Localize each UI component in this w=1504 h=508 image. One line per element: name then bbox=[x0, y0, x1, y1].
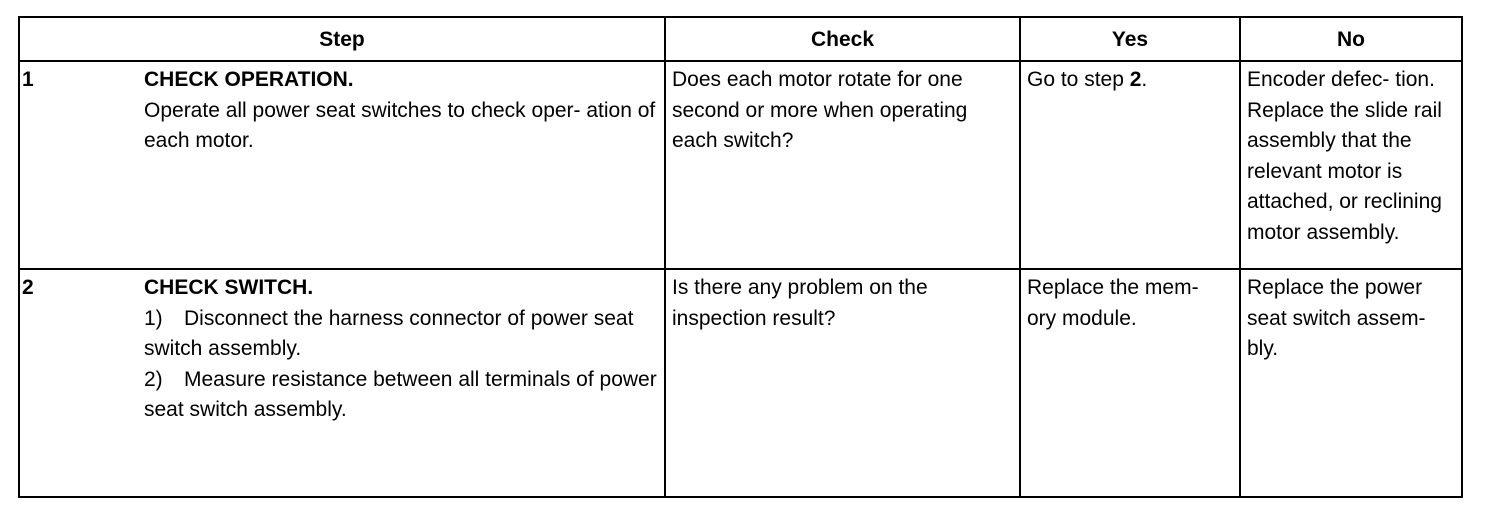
substep-number: 1) bbox=[144, 306, 163, 330]
substep-text: Measure resistance between all terminals of power seat switch assembly. bbox=[144, 367, 657, 422]
step-cell bbox=[19, 61, 665, 269]
substep-number: 2) bbox=[144, 367, 163, 391]
yes-cell bbox=[1020, 61, 1240, 269]
check-text: Is there any problem on the inspection result? bbox=[672, 276, 928, 330]
step-cell bbox=[19, 269, 665, 497]
header-step: Step bbox=[19, 17, 665, 61]
header-no: No bbox=[1240, 17, 1462, 61]
header-check: Check bbox=[665, 17, 1020, 61]
yes-text: Replace the mem- ory module. bbox=[1027, 276, 1199, 330]
no-cell bbox=[1240, 61, 1462, 269]
check-cell bbox=[665, 269, 1020, 497]
table-row bbox=[19, 61, 1462, 269]
no-text: Replace the power seat switch assem- bly. bbox=[1247, 276, 1426, 361]
table-row bbox=[19, 269, 1462, 497]
no-text: Encoder defec- tion. Replace the slide rail assembly that the relevant motor is attached, or reclining motor assembly. bbox=[1247, 68, 1442, 244]
yes-prefix: Go to step bbox=[1027, 68, 1130, 92]
yes-suffix: . bbox=[1141, 68, 1148, 92]
step-reference: 2 bbox=[1129, 68, 1142, 92]
substep-text: Disconnect the harness connector of power seat switch assembly. bbox=[144, 306, 634, 361]
substep bbox=[144, 365, 658, 426]
step-title: CHECK SWITCH. bbox=[144, 276, 314, 300]
yes-cell bbox=[1020, 269, 1240, 497]
step-number: 2 bbox=[22, 276, 34, 300]
header-yes: Yes bbox=[1020, 17, 1240, 61]
substep bbox=[144, 304, 658, 365]
diagnostic-table bbox=[18, 16, 1463, 498]
step-number: 1 bbox=[22, 68, 34, 92]
check-cell bbox=[665, 61, 1020, 269]
no-cell bbox=[1240, 269, 1462, 497]
step-title: CHECK OPERATION. bbox=[144, 68, 354, 92]
step-description: Operate all power seat switches to check oper- ation of each motor. bbox=[144, 98, 656, 153]
check-text: Does each motor rotate for one second or more when operating each switch? bbox=[672, 68, 968, 153]
yes-text bbox=[1021, 62, 1239, 96]
table-header-row bbox=[19, 17, 1462, 61]
